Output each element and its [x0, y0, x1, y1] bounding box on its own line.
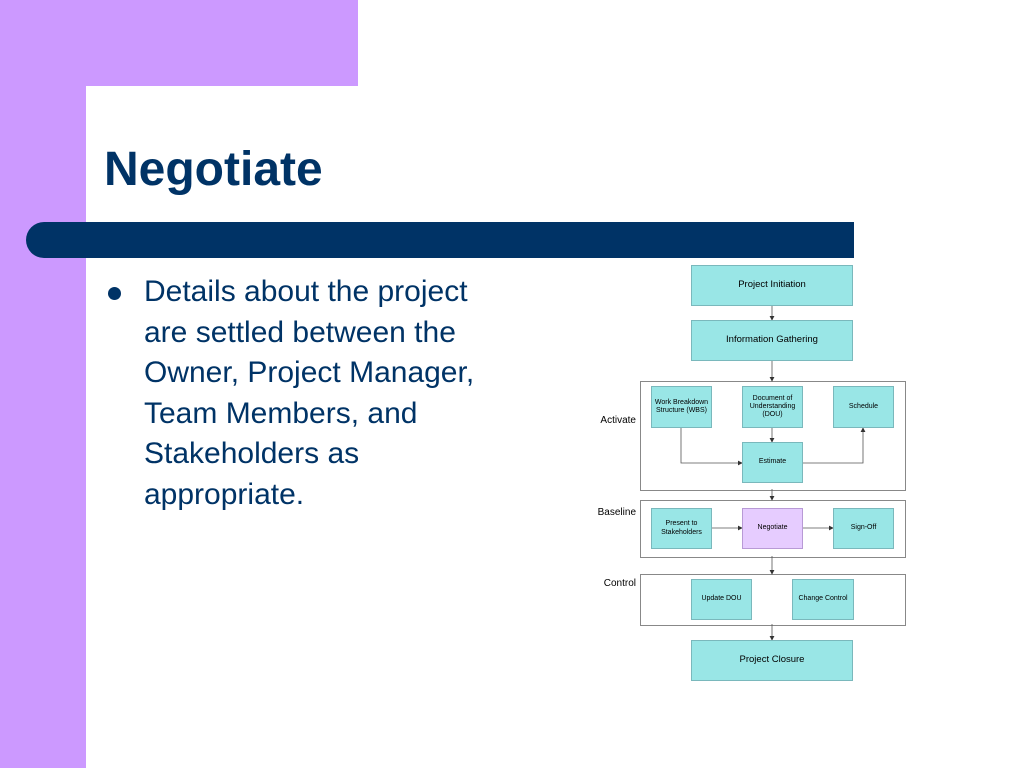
project-initiation-box: Project Initiation: [691, 265, 853, 306]
bullet-text: Details about the project are settled between the Owner, Project Manager, Team Members, and Stakeholders as appropriate.: [144, 275, 475, 511]
dou-box: Document of Understanding (DOU): [742, 386, 803, 428]
present-to-stakeholders-box: Present to Stakeholders: [651, 508, 712, 549]
arrow-wbs-estimate: [681, 428, 742, 463]
slide-title: Negotiate: [104, 143, 323, 196]
sign-off-box: Sign-Off: [833, 508, 894, 549]
information-gathering-box: Information Gathering: [691, 320, 853, 361]
baseline-label: Baseline: [597, 507, 636, 518]
title-divider-bar: [26, 222, 854, 258]
control-label: Control: [603, 578, 636, 589]
negotiate-box: Negotiate: [742, 508, 803, 549]
arrow-estimate-schedule: [802, 428, 863, 463]
purple-sidebar: [0, 0, 86, 768]
bullet-item: [104, 272, 504, 515]
bullet-dot-icon: [108, 287, 121, 300]
project-closure-box: Project Closure: [691, 640, 853, 681]
activate-label: Activate: [600, 415, 636, 426]
project-flowchart: [560, 260, 920, 690]
schedule-box: Schedule: [833, 386, 894, 428]
change-control-box: Change Control: [792, 579, 854, 620]
update-dou-box: Update DOU: [691, 579, 752, 620]
wbs-box: Work Breakdown Structure (WBS): [651, 386, 712, 428]
bullet-list: [104, 272, 504, 515]
estimate-box: Estimate: [742, 442, 803, 483]
